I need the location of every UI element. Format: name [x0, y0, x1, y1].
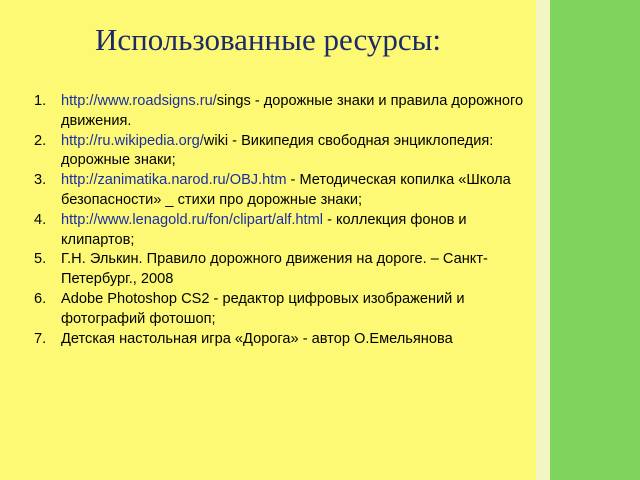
item-number: 4.: [34, 211, 47, 228]
item-number: 5.: [34, 251, 47, 268]
item-number: 7.: [34, 330, 47, 347]
resource-item-5: [34, 250, 534, 290]
resource-text: - Методическая копилка «Школа безопасности» _ стихи про дорожные знаки;: [61, 172, 511, 208]
resource-item-1: [34, 92, 534, 132]
resource-link[interactable]: http://www.lenagold.ru/fon/clipart/alf.html: [61, 211, 324, 228]
light-stripe: [536, 0, 550, 480]
slide-title: Использованные ресурсы:: [94, 22, 442, 57]
resource-text: wiki - Википедия свободная энциклопедия: дорожные знаки;: [61, 132, 494, 169]
resource-text: Г.Н. Элькин. Правило дорожного движения на дороге. – Санкт-Петербург., 2008: [61, 251, 488, 288]
resource-item-3: [34, 171, 534, 211]
item-number: 3.: [34, 172, 47, 189]
resource-text: Детская настольная игра «Дорога» - автор О.Емельянова: [61, 330, 453, 347]
resource-item-2: [34, 132, 534, 172]
resource-link[interactable]: http://ru.wikipedia.org/: [61, 132, 204, 149]
resource-item-7: [34, 330, 534, 350]
item-number: 2.: [34, 132, 47, 149]
resource-list: [34, 92, 534, 349]
resource-link[interactable]: http://www.roadsigns.ru/: [61, 93, 217, 109]
item-number: 1.: [34, 93, 47, 109]
resource-item-4: [34, 211, 534, 251]
resource-text: - коллекция фонов и клипартов;: [61, 211, 467, 248]
resource-link[interactable]: http://zanimatika.narod.ru/OBJ.htm: [61, 172, 287, 189]
resource-text: sings - дорожные знаки и правила дорожного движения.: [61, 93, 524, 129]
item-number: 6.: [34, 290, 47, 307]
resource-text: Adobe Photoshop CS2 - редактор цифровых изображений и фотографий фотошоп;: [61, 290, 465, 327]
green-side-panel: [550, 0, 640, 480]
resource-item-6: [34, 290, 534, 330]
